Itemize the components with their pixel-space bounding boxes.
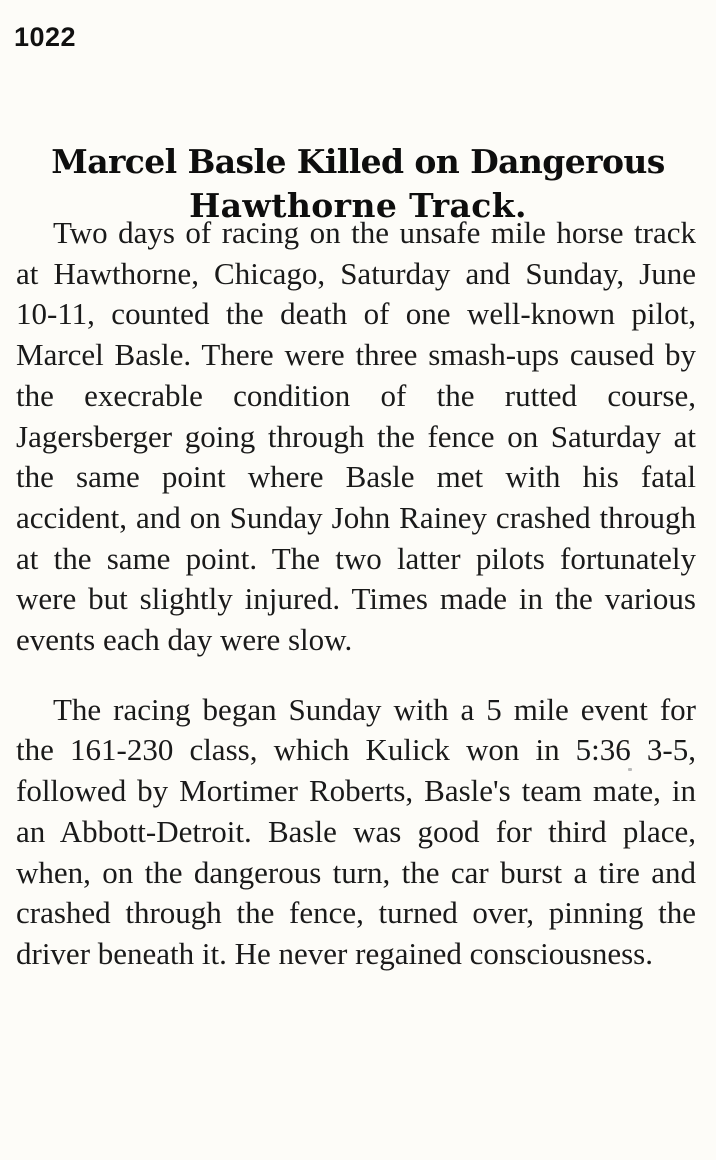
headline-line-1: Marcel Basle Killed on Dangerous: [51, 142, 665, 182]
article-body: [16, 213, 696, 975]
page-number: 1022: [14, 22, 77, 52]
print-speck: [628, 768, 632, 771]
headline-line-2: Hawthorne Track.: [189, 186, 527, 226]
article-paragraph-1: Two days of racing on the unsafe mile horse track at Hawthorne, Chicago, Saturday and Sunday, June 10-11, counted the death of one well-known pilot, Marcel Basle. There were three smash-ups caused by the execrable condition of the rutted course, Jagersberger going through the fence on Saturday at the same point where Basle met with his fatal accident, and on Sunday John Rainey crashed through at the same point. The two latter pilots fortunately were but slightly injured. Times made in the various events each day were slow.: [16, 215, 696, 658]
article-paragraph-2: The racing began Sunday with a 5 mile event for the 161-230 class, which Kulick won in 5:36 3-5, followed by Mortimer Roberts, Basle's team mate, in an Abbott-Detroit. Basle was good for third place, when, on the dangerous turn, the car burst a tire and crashed through the fence, turned over, pinning the driver beneath it. He never regained consciousness.: [16, 691, 696, 971]
